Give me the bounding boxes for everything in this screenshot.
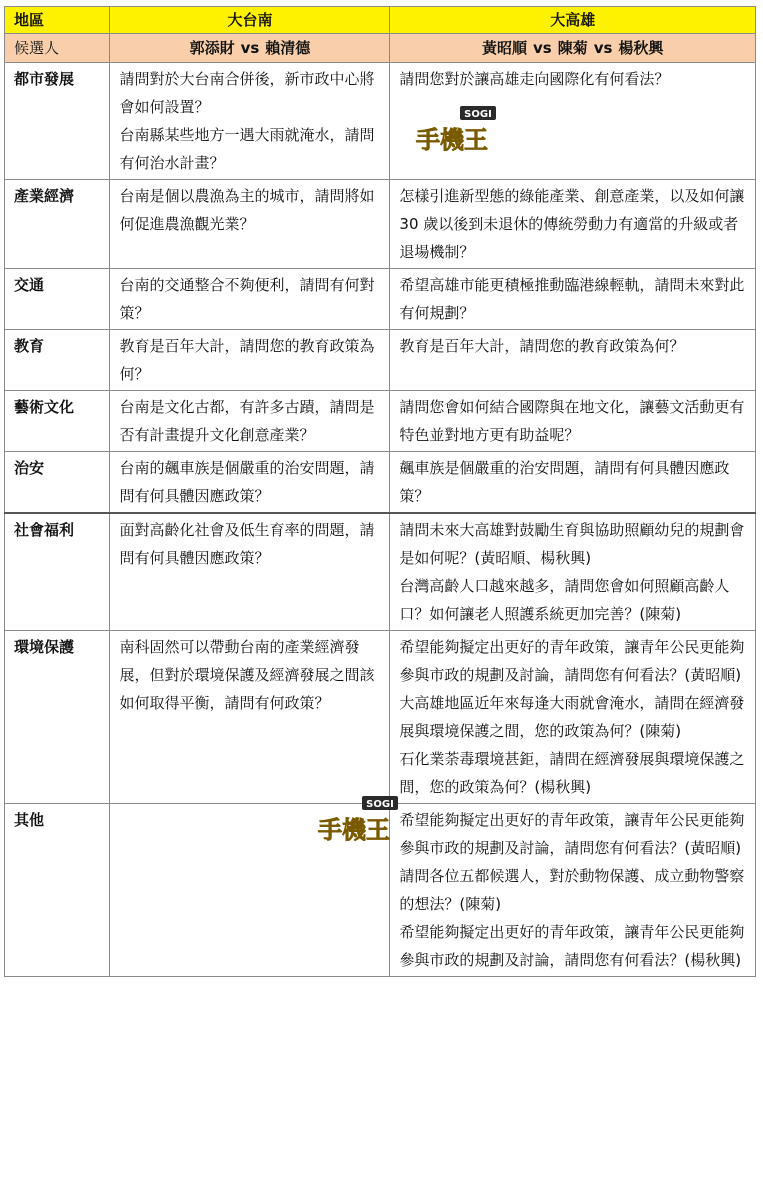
candidate-name: 郭添財 — [189, 39, 235, 57]
sogi-logo-watermark — [404, 104, 500, 162]
question-text: 請問各位五都候選人，對於動物保護、成立動物警察的想法？(陳菊) — [399, 867, 745, 913]
topic-row — [5, 391, 756, 452]
kaohsiung-questions — [390, 180, 756, 269]
versus-text: vs — [593, 39, 613, 57]
topic-label: 其他 — [5, 804, 110, 977]
logo-text: 手機王 — [416, 126, 488, 154]
question-text: 請問您對於讓高雄走向國際化有何看法？ — [399, 70, 670, 88]
question-text: 石化業荼毒環境甚鉅，請問在經濟發展與環境保護之間，您的政策為何？(楊秋興) — [399, 750, 745, 796]
tainan-questions — [110, 513, 390, 631]
question-text: 希望能夠擬定出更好的青年政策，讓青年公民更能夠參與市政的規劃及討論，請問您有何看法？(黃昭順) — [399, 811, 745, 857]
topic-label: 治安 — [5, 452, 110, 514]
kaohsiung-candidates — [390, 34, 756, 63]
header-row-candidates — [5, 34, 756, 63]
kaohsiung-questions — [390, 391, 756, 452]
tainan-questions — [110, 330, 390, 391]
question-text: 台南的飆車族是個嚴重的治安問題，請問有何具體因應政策？ — [119, 459, 375, 505]
question-text: 希望高雄市能更積極推動臨港線輕軌，請問未來對此有何規劃？ — [399, 276, 745, 322]
question-text: 台灣高齡人口越來越多，請問您會如何照顧高齡人口？如何讓老人照護系統更加完善？(陳菊) — [399, 577, 730, 623]
topic-label: 交通 — [5, 269, 110, 330]
kaohsiung-questions — [390, 452, 756, 514]
topic-row — [5, 452, 756, 514]
sogi-logo-icon — [404, 104, 500, 162]
question-text: 怎樣引進新型態的綠能產業、創意產業，以及如何讓 30 歲以後到未退休的傳統勞動力有適當的升級或者退場機制？ — [399, 187, 745, 261]
candidate-name: 陳菊 — [557, 39, 588, 57]
tainan-questions — [110, 391, 390, 452]
tainan-questions — [110, 631, 390, 804]
versus-text: vs — [532, 39, 552, 57]
topic-row — [5, 513, 756, 631]
sogi-logo-watermark — [306, 794, 402, 852]
kaohsiung-questions — [390, 631, 756, 804]
tainan-questions — [110, 452, 390, 514]
candidate-name: 黃昭順 — [481, 39, 527, 57]
topic-row — [5, 180, 756, 269]
region-label: 地區 — [5, 7, 110, 34]
question-text: 希望能夠擬定出更好的青年政策，讓青年公民更能夠參與市政的規劃及討論，請問您有何看法？(黃昭順) — [399, 638, 745, 684]
tainan-questions — [110, 180, 390, 269]
question-text: 請問您會如何結合國際與在地文化，讓藝文活動更有特色並對地方更有助益呢？ — [399, 398, 745, 444]
topic-row — [5, 631, 756, 804]
question-text: 希望能夠擬定出更好的青年政策，讓青年公民更能夠參與市政的規劃及討論，請問您有何看法？(楊秋興) — [399, 923, 745, 969]
topic-label: 藝術文化 — [5, 391, 110, 452]
kaohsiung-questions — [390, 804, 756, 977]
question-text: 請問對於大台南合併後，新市政中心將會如何設置？ — [119, 70, 375, 116]
topic-row — [5, 330, 756, 391]
kaohsiung-questions — [390, 513, 756, 631]
question-text: 教育是百年大計，請問您的教育政策為何？ — [119, 337, 375, 383]
kaohsiung-label: 大高雄 — [390, 7, 756, 34]
versus-text: vs — [240, 39, 260, 57]
kaohsiung-questions — [390, 269, 756, 330]
logo-badge-text: SOGI — [366, 799, 394, 810]
qa-sheet — [4, 6, 756, 977]
topic-label: 教育 — [5, 330, 110, 391]
question-text: 台南的交通整合不夠便利，請問有何對策？ — [119, 276, 375, 322]
question-text: 飆車族是個嚴重的治安問題，請問有何具體因應政策？ — [399, 459, 730, 505]
kaohsiung-questions — [390, 330, 756, 391]
question-text: 大高雄地區近年來每逢大雨就會淹水，請問在經濟發展與環境保護之間，您的政策為何？(陳菊) — [399, 694, 745, 740]
topic-label: 社會福利 — [5, 513, 110, 631]
question-text: 台南是文化古都，有許多古蹟，請問是否有計畫提升文化創意產業？ — [119, 398, 375, 444]
logo-badge-text: SOGI — [464, 109, 492, 120]
tainan-questions — [110, 63, 390, 180]
question-text: 南科固然可以帶動台南的產業經濟發展，但對於環境保護及經濟發展之間該如何取得平衡，請問有何政策？ — [119, 638, 375, 712]
sogi-logo-icon — [306, 794, 402, 852]
logo-text: 手機王 — [318, 816, 390, 844]
question-text: 台南縣某些地方一遇大雨就淹水，請問有何治水計畫？ — [119, 126, 375, 172]
header-row-region — [5, 7, 756, 34]
question-text: 面對高齡化社會及低生育率的問題，請問有何具體因應政策？ — [119, 521, 375, 567]
topic-row — [5, 63, 756, 180]
topic-label: 產業經濟 — [5, 180, 110, 269]
tainan-label: 大台南 — [110, 7, 390, 34]
question-text: 教育是百年大計，請問您的教育政策為何？ — [399, 337, 685, 355]
question-text: 台南是個以農漁為主的城市，請問將如何促進農漁觀光業？ — [119, 187, 375, 233]
topic-row — [5, 269, 756, 330]
candidate-name: 賴清德 — [265, 39, 311, 57]
topic-label: 環境保護 — [5, 631, 110, 804]
tainan-questions — [110, 269, 390, 330]
tainan-candidates — [110, 34, 390, 63]
candidate-name: 楊秋興 — [618, 39, 664, 57]
question-text: 請問未來大高雄對鼓勵生育與協助照顧幼兒的規劃會是如何呢？(黃昭順、楊秋興) — [399, 521, 745, 567]
candidate-label: 候選人 — [5, 34, 110, 63]
topic-label: 都市發展 — [5, 63, 110, 180]
